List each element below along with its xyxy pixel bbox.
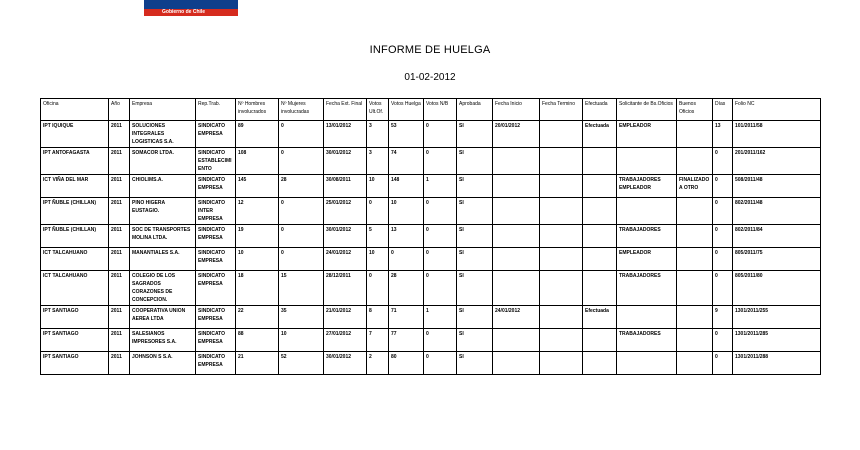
column-header: Votos N/B <box>424 99 457 121</box>
table-cell: 201/2011/162 <box>733 148 821 175</box>
table-cell: 2011 <box>109 175 130 198</box>
government-logo <box>144 0 238 16</box>
table-cell <box>677 198 713 225</box>
table-cell: 0 <box>424 148 457 175</box>
table-cell <box>677 306 713 329</box>
table-cell: EMPLEADOR <box>617 248 677 271</box>
table-cell: SOC DE TRANSPORTES MOLINA LTDA. <box>130 225 196 248</box>
table-cell <box>677 271 713 306</box>
table-cell <box>583 248 617 271</box>
table-cell <box>583 352 617 375</box>
table-row <box>41 352 821 375</box>
table-cell: 0 <box>424 225 457 248</box>
table-cell: 71 <box>389 306 424 329</box>
table-cell <box>583 329 617 352</box>
table-cell <box>583 225 617 248</box>
table-cell: 10 <box>389 198 424 225</box>
table-cell <box>583 148 617 175</box>
table-row <box>41 306 821 329</box>
column-header: Folio NC <box>733 99 821 121</box>
table-cell <box>540 225 583 248</box>
table-cell: 508/2011/48 <box>733 175 821 198</box>
column-header: Solicitante de Bs.Oficios <box>617 99 677 121</box>
table-cell: IPT ÑUBLE (CHILLAN) <box>41 198 109 225</box>
table-cell: 24/01/2012 <box>324 248 367 271</box>
table-cell: 2011 <box>109 306 130 329</box>
table-cell: 15 <box>279 271 324 306</box>
table-cell: JOHNSON S S.A. <box>130 352 196 375</box>
table-cell: 805/2011/75 <box>733 248 821 271</box>
table-cell: 0 <box>279 248 324 271</box>
table-cell: MANANTIALES S.A. <box>130 248 196 271</box>
table-cell: 5 <box>367 225 389 248</box>
logo-blue-band <box>144 0 238 9</box>
table-cell: SOLUCIONES INTEGRALES LOGISTICAS S.A. <box>130 121 196 148</box>
table-cell: ICT TALCAHUANO <box>41 271 109 306</box>
table-cell: 0 <box>713 225 733 248</box>
table-cell <box>677 148 713 175</box>
table-cell <box>540 198 583 225</box>
table-cell: SOMACOR LTDA. <box>130 148 196 175</box>
table-cell: 7 <box>367 329 389 352</box>
table-cell: 13 <box>389 225 424 248</box>
table-cell: COOPERATIVA UNION AEREA LTDA <box>130 306 196 329</box>
table-cell: 28 <box>389 271 424 306</box>
table-cell: 30/01/2012 <box>324 352 367 375</box>
column-header: Votos Ult.Of. <box>367 99 389 121</box>
table-cell <box>677 329 713 352</box>
table-cell <box>677 248 713 271</box>
table-cell <box>540 271 583 306</box>
table-cell: SI <box>457 175 493 198</box>
table-cell: 30/01/2012 <box>324 225 367 248</box>
table-cell: TRABAJADORES EMPLEADOR <box>617 175 677 198</box>
table-cell <box>493 175 540 198</box>
table-cell <box>540 329 583 352</box>
table-cell: SINDICATO INTER EMPRESA <box>196 198 236 225</box>
table-cell: 2011 <box>109 148 130 175</box>
table-cell: 0 <box>713 271 733 306</box>
table-cell <box>493 225 540 248</box>
table-cell: 0 <box>279 121 324 148</box>
table-cell: 13 <box>713 121 733 148</box>
report-date: 01-02-2012 <box>404 72 456 83</box>
table-cell: 52 <box>279 352 324 375</box>
table-cell <box>677 121 713 148</box>
table-row <box>41 329 821 352</box>
table-cell: 20/01/2012 <box>493 121 540 148</box>
table-cell <box>617 352 677 375</box>
table-cell: 0 <box>713 175 733 198</box>
table-cell <box>493 248 540 271</box>
table-cell: SINDICATO EMPRESA <box>196 225 236 248</box>
table-cell: 9 <box>713 306 733 329</box>
table-cell: 21 <box>236 352 279 375</box>
table-cell <box>540 248 583 271</box>
table-cell: 8 <box>367 306 389 329</box>
table-cell: 0 <box>367 198 389 225</box>
column-header: Año <box>109 99 130 121</box>
table-cell: 0 <box>713 198 733 225</box>
table-cell: 0 <box>367 271 389 306</box>
table-cell: ICT VIÑA DEL MAR <box>41 175 109 198</box>
table-cell: 0 <box>279 198 324 225</box>
table-header-row <box>41 99 821 121</box>
table-cell: 53 <box>389 121 424 148</box>
table-cell: 2011 <box>109 352 130 375</box>
table-cell: 1301/2011/285 <box>733 329 821 352</box>
table-cell: 27/01/2012 <box>324 329 367 352</box>
table-cell <box>540 306 583 329</box>
table-cell: 1301/2011/288 <box>733 352 821 375</box>
column-header: Efectuada <box>583 99 617 121</box>
table-cell <box>583 175 617 198</box>
table-cell <box>493 329 540 352</box>
table-cell: SI <box>457 352 493 375</box>
table-row <box>41 148 821 175</box>
table-cell: 802/2011/84 <box>733 225 821 248</box>
table-cell <box>617 148 677 175</box>
table-cell: 0 <box>424 329 457 352</box>
table-cell: SI <box>457 225 493 248</box>
table-cell: 28/12/2011 <box>324 271 367 306</box>
table-cell: SINDICATO EMPRESA <box>196 329 236 352</box>
table-cell: SINDICATO EMPRESA <box>196 352 236 375</box>
table-cell <box>493 352 540 375</box>
table-cell <box>540 148 583 175</box>
table-cell: SINDICATO ESTABLECIMIENTO <box>196 148 236 175</box>
column-header: Votos Huelga <box>389 99 424 121</box>
column-header: Fecha Termino <box>540 99 583 121</box>
table-cell: 0 <box>389 248 424 271</box>
table-cell <box>493 148 540 175</box>
table-row <box>41 121 821 148</box>
table-cell: 2011 <box>109 329 130 352</box>
table-cell: SINDICATO EMPRESA <box>196 121 236 148</box>
column-header: Fecha Ext. Final <box>324 99 367 121</box>
table-cell: IPT SANTIAGO <box>41 306 109 329</box>
table-cell: 145 <box>236 175 279 198</box>
table-cell: Efectuada <box>583 121 617 148</box>
table-cell: 0 <box>279 225 324 248</box>
table-cell: IPT SANTIAGO <box>41 352 109 375</box>
table-cell: FINALIZADO A OTRO <box>677 175 713 198</box>
table-cell: 89 <box>236 121 279 148</box>
table-cell: PINO HIGERA EUSTAGIO. <box>130 198 196 225</box>
table-row <box>41 271 821 306</box>
column-header: Oficina <box>41 99 109 121</box>
table-cell: SI <box>457 121 493 148</box>
table-cell: 12 <box>236 198 279 225</box>
column-header: Nº Mujeres involucradas <box>279 99 324 121</box>
table-cell <box>583 271 617 306</box>
table-cell: 10 <box>236 248 279 271</box>
table-body <box>41 121 821 375</box>
table-row <box>41 248 821 271</box>
table-cell: 19 <box>236 225 279 248</box>
table-cell: SALESIANOS IMPRESORES S.A. <box>130 329 196 352</box>
table-cell: 0 <box>424 121 457 148</box>
table-cell: TRABAJADORES <box>617 225 677 248</box>
column-header: Rep.Trab. <box>196 99 236 121</box>
table-cell: 802/2011/48 <box>733 198 821 225</box>
table-row <box>41 198 821 225</box>
table-cell: 30/01/2012 <box>324 148 367 175</box>
table-cell <box>493 271 540 306</box>
table-cell <box>493 198 540 225</box>
column-header: Empresa <box>130 99 196 121</box>
table-cell: 0 <box>424 352 457 375</box>
table-cell: 30/08/2011 <box>324 175 367 198</box>
table-cell: 18 <box>236 271 279 306</box>
table-cell: SI <box>457 248 493 271</box>
table-row <box>41 225 821 248</box>
column-header: Fecha Inicio <box>493 99 540 121</box>
column-header: Aprobada <box>457 99 493 121</box>
table-cell: 0 <box>279 148 324 175</box>
table-cell: SI <box>457 329 493 352</box>
table-cell: 108 <box>236 148 279 175</box>
table-cell: SINDICATO EMPRESA <box>196 175 236 198</box>
table-cell: SINDICATO EMPRESA <box>196 271 236 306</box>
table-cell: 2011 <box>109 121 130 148</box>
table-cell: 77 <box>389 329 424 352</box>
table-cell: SI <box>457 271 493 306</box>
table-cell <box>617 198 677 225</box>
table-cell: 101/2011/58 <box>733 121 821 148</box>
table-cell: 22 <box>236 306 279 329</box>
table-cell: SINDICATO EMPRESA <box>196 306 236 329</box>
table-cell: SINDICATO EMPRESA <box>196 248 236 271</box>
table-cell: 0 <box>713 148 733 175</box>
table-cell: COLEGIO DE LOS SAGRADOS CORAZONES DE CONCEPCION. <box>130 271 196 306</box>
table-cell <box>617 306 677 329</box>
table-cell <box>540 175 583 198</box>
table-cell: EMPLEADOR <box>617 121 677 148</box>
table-cell: 148 <box>389 175 424 198</box>
column-header: Nº Hombres involucrados <box>236 99 279 121</box>
table-cell <box>677 352 713 375</box>
table-cell: TRABAJADORES <box>617 329 677 352</box>
table-cell: 28 <box>279 175 324 198</box>
table-cell: 35 <box>279 306 324 329</box>
table-cell: 2011 <box>109 248 130 271</box>
table-cell: 21/01/2012 <box>324 306 367 329</box>
table-cell: CHIOLIMS.A. <box>130 175 196 198</box>
logo-text: Gobierno de Chile <box>162 9 206 15</box>
table-cell: ICT TALCAHUANO <box>41 248 109 271</box>
table-cell: 10 <box>367 175 389 198</box>
table-cell: 3 <box>367 148 389 175</box>
table-cell: 10 <box>279 329 324 352</box>
table-cell: SI <box>457 148 493 175</box>
table-cell: SI <box>457 306 493 329</box>
table-cell: 1 <box>424 306 457 329</box>
table-cell: 3 <box>367 121 389 148</box>
strike-report-table <box>40 98 821 375</box>
table-cell: 1 <box>424 175 457 198</box>
table-cell: 2011 <box>109 198 130 225</box>
table-cell: 0 <box>713 248 733 271</box>
table-cell: 1301/2011/255 <box>733 306 821 329</box>
table-cell: IPT ANTOFAGASTA <box>41 148 109 175</box>
table-cell: IPT ÑUBLE (CHILLAN) <box>41 225 109 248</box>
column-header: Buenos Oficios <box>677 99 713 121</box>
table-cell: 2 <box>367 352 389 375</box>
table-cell: 2011 <box>109 225 130 248</box>
table-cell: Efectuada <box>583 306 617 329</box>
table-cell: 0 <box>424 271 457 306</box>
table-cell: 74 <box>389 148 424 175</box>
table-cell: IPT SANTIAGO <box>41 329 109 352</box>
table-cell: TRABAJADORES <box>617 271 677 306</box>
table-cell: 0 <box>424 248 457 271</box>
table-cell: 0 <box>713 352 733 375</box>
table-cell <box>540 121 583 148</box>
table-cell <box>677 225 713 248</box>
table-cell <box>583 198 617 225</box>
table-cell: 88 <box>236 329 279 352</box>
table-cell: 805/2011/80 <box>733 271 821 306</box>
table-cell: 0 <box>424 198 457 225</box>
table-cell: 80 <box>389 352 424 375</box>
table-cell: 24/01/2012 <box>493 306 540 329</box>
column-header: Días <box>713 99 733 121</box>
table-row <box>41 175 821 198</box>
report-title: INFORME DE HUELGA <box>369 44 491 56</box>
table-cell <box>540 352 583 375</box>
table-cell: 10 <box>367 248 389 271</box>
table-cell: 2011 <box>109 271 130 306</box>
table-cell: IPT IQUIQUE <box>41 121 109 148</box>
table-cell: 0 <box>713 329 733 352</box>
table-cell: 13/01/2012 <box>324 121 367 148</box>
table-cell: SI <box>457 198 493 225</box>
table-cell: 25/01/2012 <box>324 198 367 225</box>
